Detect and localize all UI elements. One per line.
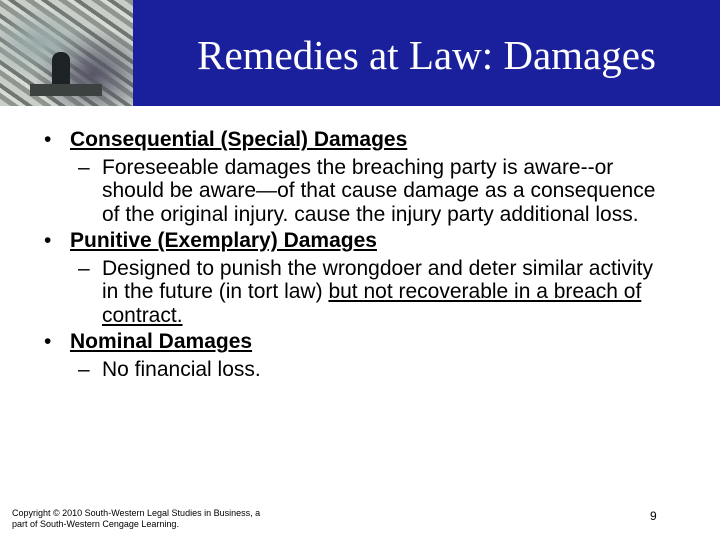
bullet-label: Punitive (Exemplary) Damages <box>70 229 377 252</box>
bullet-item-punitive <box>44 229 694 253</box>
copyright-line-2: part of South-Western Cengage Learning. <box>12 519 179 529</box>
sub-text-plain: Designed to punish the wrongdoer and deter similar activity in the future (in tort law) <box>102 256 653 303</box>
slide-title: Remedies at Law: Damages <box>197 32 656 78</box>
sub-item-text <box>102 358 668 382</box>
dash-icon: – <box>78 357 90 381</box>
dash-icon: – <box>78 155 90 179</box>
bullet-icon: • <box>44 330 52 353</box>
sub-text-plain: Foreseeable damages the breaching party is aware--or should be aware—of that cause damage as a consequence of the original injury. cause the injury party additional loss. <box>102 155 656 226</box>
sub-text-plain: No financial loss. <box>102 357 261 381</box>
bullet-icon: • <box>44 128 52 151</box>
sub-item <box>78 358 694 382</box>
sub-item <box>78 257 694 328</box>
photo-desk <box>30 84 102 96</box>
slide-content <box>44 128 694 384</box>
sub-item <box>78 156 694 227</box>
copyright-line-1: Copyright © 2010 South-Western Legal Studies in Business, a <box>12 508 261 518</box>
bullet-item-consequential <box>44 128 694 152</box>
sub-item-text <box>102 257 668 328</box>
dash-icon: – <box>78 256 90 280</box>
title-bar <box>133 0 720 106</box>
bullet-label: Nominal Damages <box>70 330 253 353</box>
copyright-footer <box>12 508 312 530</box>
bullet-label: Consequential (Special) Damages <box>70 128 408 151</box>
header-photo <box>0 0 133 106</box>
bullet-item-nominal <box>44 330 694 354</box>
bullet-icon: • <box>44 229 52 252</box>
sub-item-text <box>102 156 668 227</box>
page-number: 9 <box>650 509 657 523</box>
sub-text-underlined: but not recoverable in a breach of contract. <box>102 280 642 327</box>
